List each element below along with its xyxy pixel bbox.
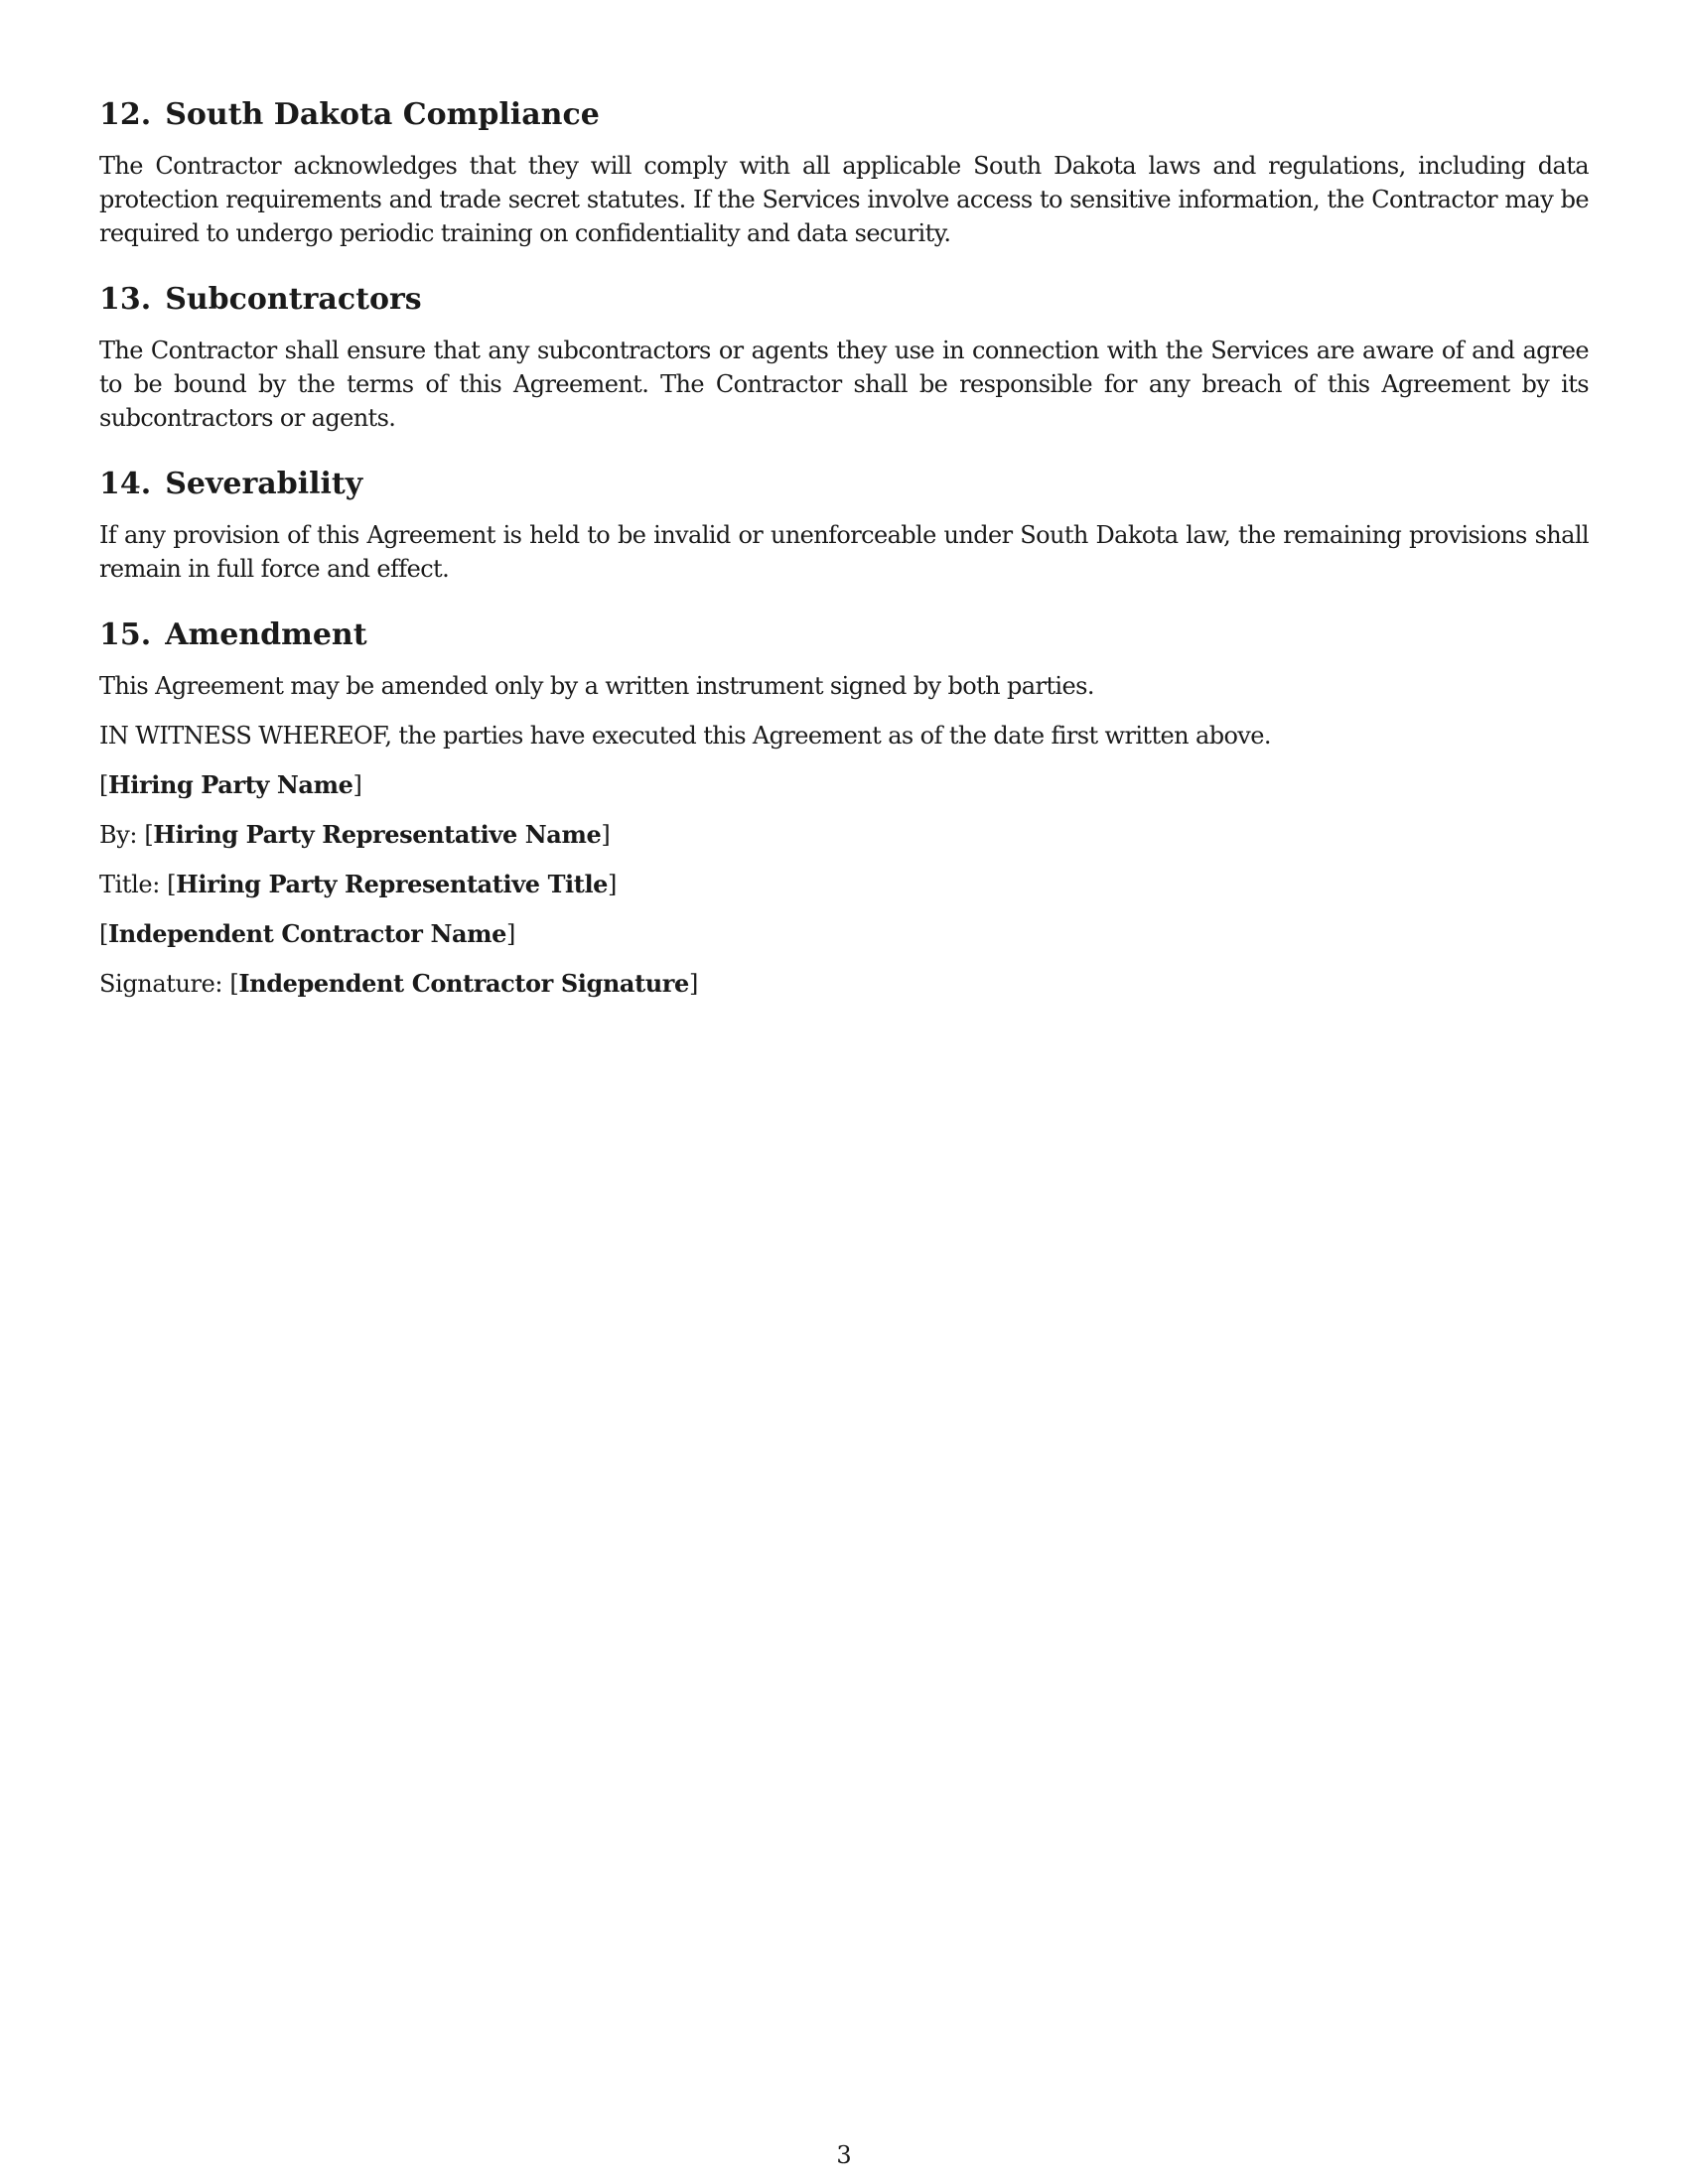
- by-line: By: [Hiring Party Representative Name]: [99, 820, 611, 849]
- hiring-party-name-placeholder: Hiring Party Name: [107, 770, 353, 799]
- section-paragraph: The Contractor shall ensure that any subcontractors or agents they use in connection with the Services are aware of and agree to be bound by the terms of this Agreement. The Contractor shall be responsible for any breach of this Agreement by its subcontractors or agents.: [99, 337, 1589, 432]
- section-heading: [99, 615, 1589, 655]
- document-page: [99, 95, 1589, 1030]
- section-amendment: [99, 615, 1589, 1001]
- section-title: Amendment: [165, 617, 367, 652]
- title-label: Title:: [99, 871, 160, 898]
- section-paragraph: If any provision of this Agreement is held to be invalid or unenforceable under South Dakota law, the remaining provisions shall remain in full force and effect.: [99, 521, 1589, 583]
- section-number: 13.: [99, 282, 152, 317]
- section-south-dakota-compliance: [99, 95, 1589, 250]
- section-paragraph: This Agreement may be amended only by a written instrument signed by both parties.: [99, 672, 1094, 700]
- section-heading: [99, 280, 1589, 320]
- title-line: Title: [Hiring Party Representative Title]: [99, 870, 618, 898]
- section-number: 15.: [99, 617, 152, 652]
- section-heading: [99, 465, 1589, 504]
- section-number: 12.: [99, 97, 152, 132]
- representative-title-placeholder: Hiring Party Representative Title: [176, 870, 609, 898]
- signature-label: Signature:: [99, 970, 223, 998]
- section-title: South Dakota Compliance: [165, 97, 600, 132]
- contractor-name-placeholder: Independent Contractor Name: [107, 919, 507, 948]
- section-title: Severability: [165, 467, 363, 501]
- page-number: 3: [836, 2141, 852, 2169]
- section-subcontractors: [99, 280, 1589, 435]
- representative-name-placeholder: Hiring Party Representative Name: [153, 820, 602, 849]
- hiring-party-name-line: [Hiring Party Name]: [99, 770, 362, 799]
- section-title: Subcontractors: [165, 282, 422, 317]
- contractor-signature-placeholder: Independent Contractor Signature: [238, 969, 689, 998]
- signature-block: [99, 768, 1589, 1001]
- section-severability: [99, 465, 1589, 586]
- section-heading: [99, 95, 1589, 135]
- signature-line: Signature: [Independent Contractor Signature]: [99, 969, 698, 998]
- section-paragraph: The Contractor acknowledges that they will comply with all applicable South Dakota laws and regulations, including data protection requirements and trade secret statutes. If the Services involve access to sensitive information, the Contractor may be required to undergo periodic training on confidentiality and data security.: [99, 152, 1589, 247]
- witness-paragraph: IN WITNESS WHEREOF, the parties have executed this Agreement as of the date first written above.: [99, 722, 1271, 750]
- by-label: By:: [99, 821, 138, 849]
- section-number: 14.: [99, 467, 152, 501]
- contractor-name-line: [Independent Contractor Name]: [99, 919, 516, 948]
